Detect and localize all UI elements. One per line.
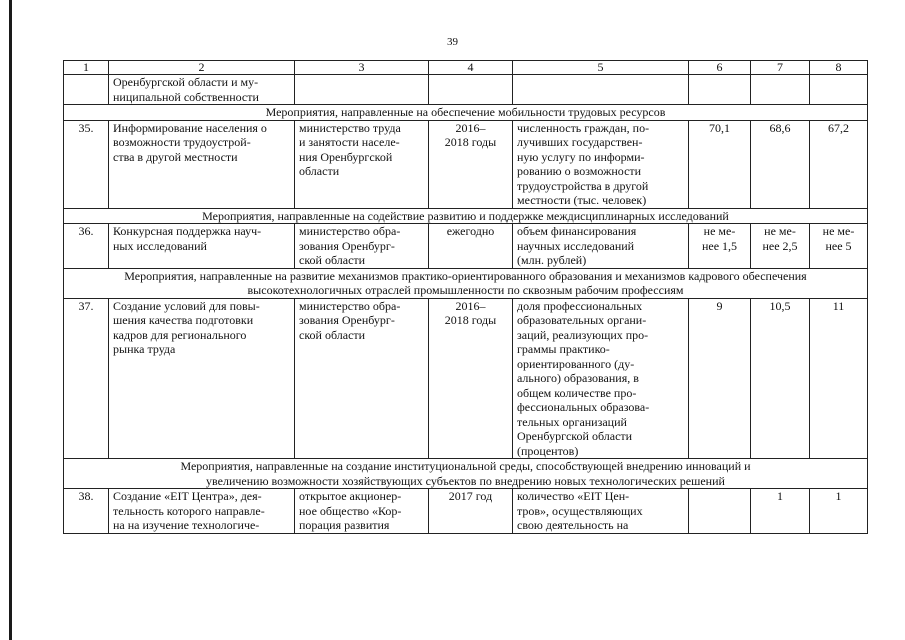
section-heading-row	[64, 459, 868, 489]
indicator: количество «EIT Цен- тров», осуществляющих свою деятельность на	[513, 489, 689, 534]
empty-cell	[295, 75, 429, 105]
executor: министерство труда и занятости населе- ния Оренбургской области	[295, 120, 429, 208]
empty-cell	[429, 75, 513, 105]
executor: открытое акционер- ное общество «Кор- порация развития	[295, 489, 429, 534]
row-number: 35.	[64, 120, 109, 208]
value-2017: 68,6	[751, 120, 810, 208]
measure-name: Оренбургской области и му- ниципальной собственности	[109, 75, 295, 105]
empty-cell	[751, 75, 810, 105]
table-row	[64, 120, 868, 208]
value-2016	[689, 489, 751, 534]
section-heading: Мероприятия, направленные на развитие механизмов практико-ориентированного образования и механизмов кадрового обеспечения высокотехнологичных отраслей промышленности по сквозным рабочим профессиям	[64, 268, 868, 298]
table-row	[64, 489, 868, 534]
period: 2016– 2018 годы	[429, 120, 513, 208]
column-header: 6	[689, 61, 751, 75]
value-2016: 9	[689, 298, 751, 459]
empty-cell	[689, 75, 751, 105]
value-2017: 10,5	[751, 298, 810, 459]
row-number: 36.	[64, 224, 109, 269]
measure-name: Информирование населения о возможности трудоустрой- ства в другой местности	[109, 120, 295, 208]
page-number: 39	[447, 36, 458, 48]
section-heading-row	[64, 268, 868, 298]
value-2018: 11	[810, 298, 868, 459]
value-2018: 1	[810, 489, 868, 534]
indicator: численность граждан, по- лучивших государствен- ную услугу по информи- рованию о возможности трудоустройства в другой местности (тыс. человек)	[513, 120, 689, 208]
column-header: 1	[64, 61, 109, 75]
column-header: 2	[109, 61, 295, 75]
measure-name: Конкурсная поддержка науч- ных исследований	[109, 224, 295, 269]
section-heading: Мероприятия, направленные на обеспечение мобильности трудовых ресурсов	[64, 105, 868, 121]
section-heading: Мероприятия, направленные на содействие развитию и поддержке междисциплинарных исследований	[64, 208, 868, 224]
row-number	[64, 75, 109, 105]
column-number-row	[64, 61, 868, 75]
value-2017: не ме- нее 2,5	[751, 224, 810, 269]
column-header: 7	[751, 61, 810, 75]
column-header: 3	[295, 61, 429, 75]
empty-cell	[810, 75, 868, 105]
section-heading: Мероприятия, направленные на создание институциональной среды, способствующей внедрению инноваций и увеличению возможности хозяйствующих субъектов по внедрению новых технологических решений	[64, 459, 868, 489]
value-2017: 1	[751, 489, 810, 534]
section-heading-row	[64, 105, 868, 121]
value-2016: не ме- нее 1,5	[689, 224, 751, 269]
section-heading-row	[64, 208, 868, 224]
period: 2016– 2018 годы	[429, 298, 513, 459]
executor: министерство обра- зования Оренбург- ской области	[295, 298, 429, 459]
column-header: 4	[429, 61, 513, 75]
value-2018: не ме- нее 5	[810, 224, 868, 269]
row-number: 37.	[64, 298, 109, 459]
indicator: объем финансирования научных исследований (млн. рублей)	[513, 224, 689, 269]
empty-cell	[513, 75, 689, 105]
scan-edge-rule	[9, 0, 12, 640]
period: 2017 год	[429, 489, 513, 534]
continuation-row	[64, 75, 868, 105]
indicator: доля профессиональных образовательных органи- заций, реализующих про- граммы практико- ориентированного (ду- ального) образования, в общем количестве про- фессиональных образова- тельных организаций Оренбургской области (процентов)	[513, 298, 689, 459]
value-2016: 70,1	[689, 120, 751, 208]
column-header: 8	[810, 61, 868, 75]
period: ежегодно	[429, 224, 513, 269]
row-number: 38.	[64, 489, 109, 534]
table-row	[64, 224, 868, 269]
column-header: 5	[513, 61, 689, 75]
value-2018: 67,2	[810, 120, 868, 208]
measures-table	[63, 60, 868, 534]
measure-name: Создание «EIT Центра», дея- тельность которого направле- на на изучение технологиче-	[109, 489, 295, 534]
measure-name: Создание условий для повы- шения качества подготовки кадров для регионального рынка труда	[109, 298, 295, 459]
table-row	[64, 298, 868, 459]
executor: министерство обра- зования Оренбург- ской области	[295, 224, 429, 269]
